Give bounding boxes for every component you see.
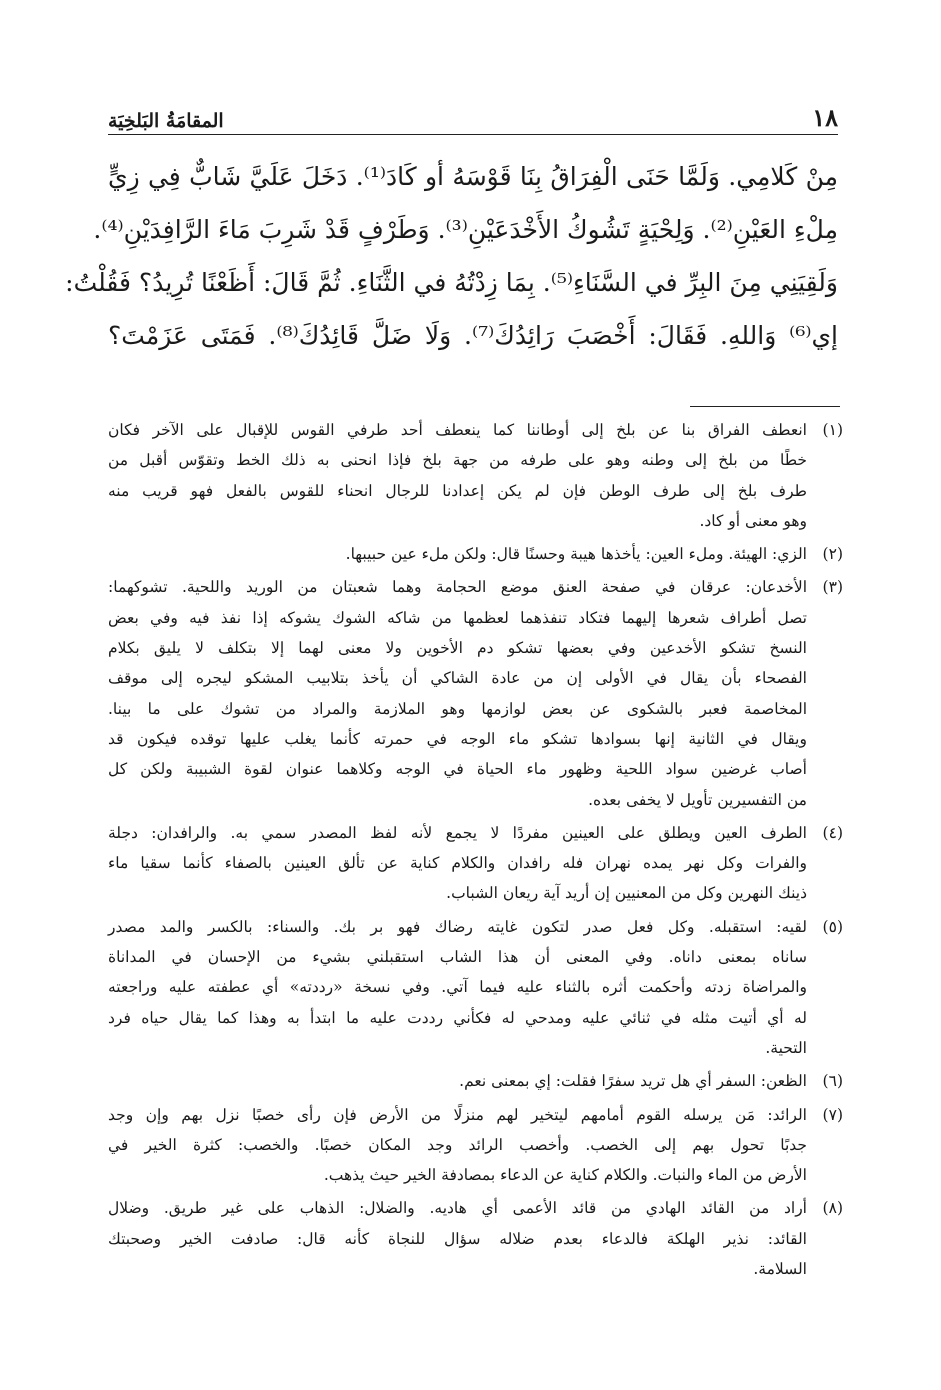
- footnote-line: جدبًا تحول بهم إلى الخصب. وأخصب الرائد وجد المكان خصبًا. والخصب: كثرة الخير في: [108, 1135, 807, 1154]
- footnote-number: (٥): [822, 917, 843, 936]
- footnote-line: له أي أتيت مثله في ثنائي عليه ومدحي له فكأني رددت عليه ما ابتدأ به وهذا كما يقال حياه فرد: [108, 1008, 807, 1027]
- footnote-number: (٤): [822, 823, 843, 842]
- footnote-line: السلامة.: [753, 1260, 807, 1279]
- page-number: ١٨: [812, 103, 838, 132]
- footnote-line: تصل أطراف شعرها إليهما فتكاد تنفذهما لعظمها من شاكه الشوك يشوكه إذا نفذ فيه وفي بعض: [108, 608, 807, 627]
- footnote-line: النسخ تشكو الأخدعين وفي بعضها تشكو دم الأخوين ولا معنى لهما إلا بتكلف لا يليق بكلام: [108, 639, 807, 658]
- footnote-line: الأرض من الماء والنبات. والكلام كناية عن الدعاء بمصادفة الخير حيث يذهب.: [323, 1166, 807, 1185]
- footnote-line: ويقال في الثانية إنها بسوادها تشكو ماء الوجه في حمرته كأنما يغلب عليها توقده فيكون قد: [108, 729, 807, 748]
- footnote-line: أراد من القائد الهادي من قائد الأعمى أي هاديه. والضلال: الذهاب على غير طريق. وضلال: [108, 1199, 807, 1218]
- footnotes: [108, 415, 843, 1287]
- footnote-line: القائد: نذير الهلكة فالدعاء بعدم ضلاله سؤال للنجاة كأنه قال: صادفت الخير وصحبتك: [108, 1229, 807, 1248]
- footnote-line: الأخدعان: عرقان في صفحة العنق موضع الحجامة وهما شعبتان من الوريد واللحية. تشوكهما:: [108, 578, 807, 597]
- footnote-line: ساناه بمعنى داناه. وفي المعنى أن هذا الشاب استقبلني بشيء من الإحسان في المداناة: [108, 948, 807, 967]
- footnote-line: الرائد: مَن يرسله القوم أمامهم ليتخير لهم منزلًا من الأرض فإن رأى خصبًا نزل بهم وإن وجد: [108, 1105, 807, 1124]
- footnote-6: [108, 1066, 843, 1096]
- main-text-line: مِلْءِ العَيْنِ⁽²⁾. وَلِحْيَةٍ تَشُوكُ الأَخْدَعَيْنِ⁽³⁾. وَطَرْفٍ قَدْ شَرِبَ مَاءَ الرَّافِدَيْنِ⁽⁴⁾.: [93, 215, 838, 244]
- main-text-line: وَلَقِيَنِي مِنَ البِرِّ في السَّنَاءِ⁽⁵⁾. بِمَا زِدْتُهُ في الثَّنَاءِ. ثُمَّ قَالَ: أَظَعْنًا تُرِيدُ؟ فَقُلْتُ:: [65, 268, 838, 297]
- main-text: [65, 150, 839, 362]
- footnote-body: [108, 912, 807, 1063]
- page-header: [108, 96, 838, 132]
- footnote-line: خطًا من بلخ إلى وطنه وهو على طرفه من جهة بلخ فإذا انحنى به ذلك الخط وتقوّس أقبل من: [108, 451, 807, 470]
- footnote-number: (٢): [822, 545, 843, 564]
- footnote-line: الفصحاء بأن يقال في الأولى إن من عادة الشاكي أن يأخذ بتلابيب المشكو ليجره إلى موقف: [108, 669, 807, 688]
- footnote-7: [108, 1100, 843, 1191]
- footnote-line: انعطف الفراق بنا عن بلخ إلى أوطاننا كما ينعطف أحد طرفي القوس للإقبال على الآخر فكان: [108, 421, 807, 439]
- footnote-number: (١): [822, 421, 843, 439]
- header-rule: [108, 134, 838, 135]
- footnote-number: (٧): [822, 1105, 843, 1124]
- footnote-body: [108, 539, 807, 569]
- footnote-line: الطرف العين ويطلق على العينين مفردًا لا يجمع لأنه لفظ المصدر سمي به. والرافدان: دجلة: [108, 823, 807, 842]
- footnote-line: وهو معنى أو كاد.: [699, 511, 807, 530]
- footnote-3: [108, 572, 843, 814]
- footnote-line: والفرات وكل نهر يمده نهران فله رافدان والكلام كناية عن تألق العينين بالصفاء كأنما سقيا ماء: [108, 854, 807, 873]
- footnote-number: (٣): [822, 578, 843, 597]
- footnote-line: ذينك النهرين وكل من المعنيين إن أريد آية ريعان الشباب.: [446, 884, 807, 903]
- footnote-line: طرف بلخ إلى طرف الوطن فإن لم يكن إعدادنا للرجال انحناء للقوس بالفعل فهو قريب منه: [108, 481, 807, 500]
- footnote-number: (٨): [822, 1199, 843, 1218]
- footnote-1: [108, 415, 843, 536]
- footnote-line: المخاصمة فعبر بالشكوى عن بعض لوازمها وهو الملازمة والمراد من تشوك على ما بينا.: [108, 699, 807, 718]
- footnote-line: من التفسيرين تأويل لا يخفى بعده.: [588, 790, 807, 809]
- footnote-body: [108, 1100, 807, 1191]
- footnote-5: [108, 912, 843, 1063]
- footnote-line: والمراضاة زدته وأحكمت أثره بالثناء عليه فيما آتي. وفي نسخة «رددته» أي عطفته عليه وراجعته: [108, 978, 807, 997]
- footnote-body: [108, 572, 807, 814]
- footnote-line: التحية.: [765, 1038, 807, 1057]
- footnote-separator: [690, 406, 840, 407]
- footnote-body: [108, 1066, 807, 1096]
- running-title: المقامَةُ البَلخِيَة: [108, 110, 224, 132]
- main-text-line: إي⁽⁶⁾ وَاللهِ. فَقَالَ: أَخْصَبَ رَائِدُكَ⁽⁷⁾. وَلَا ضَلَّ قَائِدُكَ⁽⁸⁾. فَمَتَى عَزَمْتَ؟: [108, 321, 838, 350]
- footnote-number: (٦): [822, 1072, 843, 1091]
- footnote-8: [108, 1193, 843, 1284]
- footnote-line: أصاب غرضين سواد اللحية وظهور ماء الحياة في الوجه وكلاهما عنوان لقوة الشبيبة ولكن كل: [108, 760, 807, 779]
- footnote-line: الظعن: السفر أي هل تريد سفرًا فقلت: إي بمعنى نعم.: [459, 1072, 807, 1091]
- main-text-line: مِنْ كَلامِي. وَلَمَّا حَنَى الْفِرَاقُ بِنَا قَوْسَهُ أو كَادَ⁽¹⁾. دَخَلَ عَلَيَّ شَابٌّ فِي زِيٍّ: [108, 162, 839, 191]
- footnote-4: [108, 818, 843, 909]
- footnote-2: [108, 539, 843, 569]
- footnote-line: الزي: الهيئة. وملء العين: يأخذها هيبة وحسنًا قال: ولكن ملء عين حبيبها.: [345, 545, 807, 564]
- footnote-line: لقيه: استقبله. وكل فعل صدر لتكون غايته رضاك فهو بر بك. والسناء: بالكسر والمد مصدر: [108, 917, 807, 936]
- footnote-body: [108, 1193, 807, 1284]
- footnote-body: [108, 415, 807, 536]
- footnote-body: [108, 818, 807, 909]
